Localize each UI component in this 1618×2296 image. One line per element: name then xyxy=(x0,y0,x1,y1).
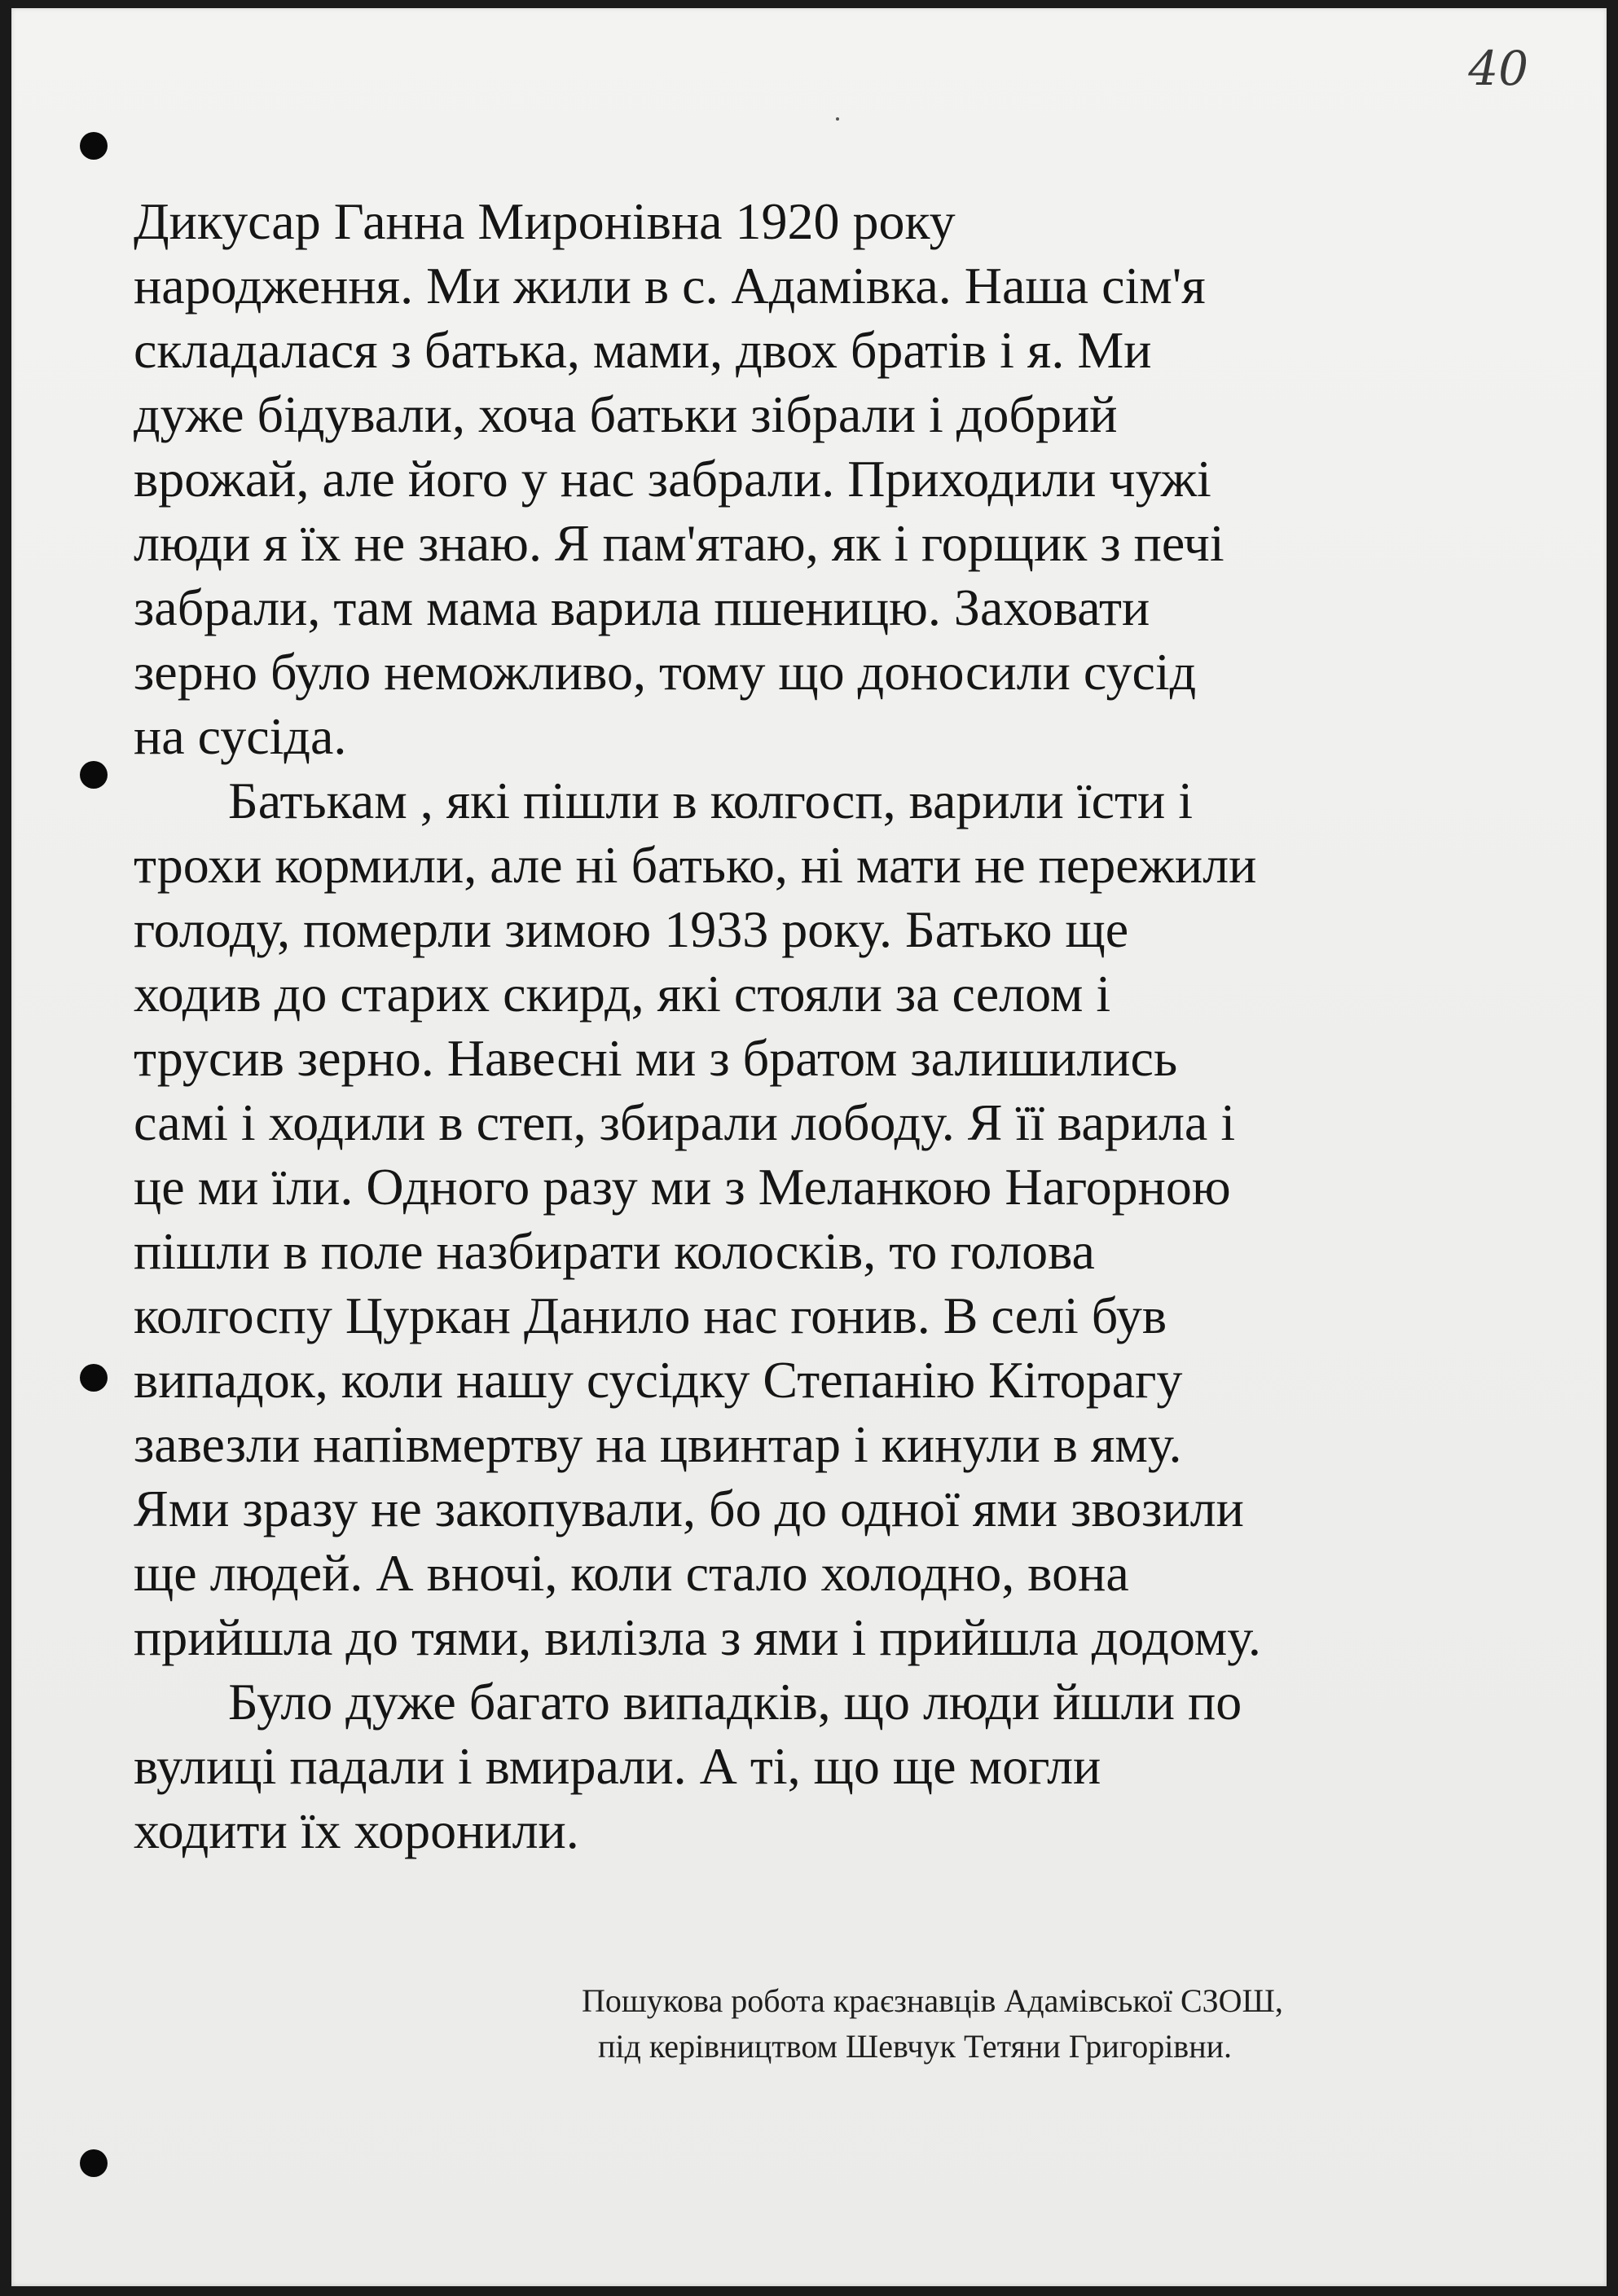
text-line: люди я їх не знаю. Я пам'ятаю, як і горщик з печі xyxy=(134,514,1224,572)
text-line: зерно було неможливо, тому що доносили сусід xyxy=(134,643,1197,701)
punch-hole xyxy=(80,1364,108,1392)
credit-line-2: під керівництвом Шевчук Тетяни Григорівни. xyxy=(598,2028,1233,2065)
text-line: врожай, але його у нас забрали. Приходили чужі xyxy=(134,450,1211,508)
document-page xyxy=(11,8,1607,2286)
text-line: самі і ходили в степ, збирали лободу. Я її варила і xyxy=(134,1093,1236,1151)
text-line: Дикусар Ганна Миронівна 1920 року xyxy=(134,192,956,250)
credit-note xyxy=(582,1978,1502,2069)
paper-speck xyxy=(836,117,839,121)
paragraph-3 xyxy=(134,1669,1453,1863)
text-line: дуже бідували, хоча батьки зібрали і добрий xyxy=(134,385,1118,443)
page-number: 40 xyxy=(1468,41,1528,96)
credit-line-1: Пошукова робота краєзнавців Адамівської СЗОШ, xyxy=(582,1982,1283,2019)
text-line: на сусіда. xyxy=(134,707,347,765)
punch-hole xyxy=(80,761,108,789)
text-line: вулиці падали і вмирали. А ті, що ще могли xyxy=(134,1737,1101,1795)
text-line: ходив до старих скирд, які стояли за селом і xyxy=(134,965,1111,1023)
testimony-text xyxy=(134,189,1453,1863)
text-line: ще людей. А вночі, коли стало холодно, вона xyxy=(134,1544,1129,1602)
text-line: пішли в поле назбирати колосків, то голова xyxy=(134,1222,1095,1280)
text-line: прийшла до тями, вилізла з ями і прийшла додому. xyxy=(134,1608,1261,1666)
text-line: Було дуже багато випадків, що люди йшли по xyxy=(228,1673,1242,1731)
paragraph-2 xyxy=(134,768,1453,1669)
text-line: це ми їли. Одного разу ми з Меланкою Нагорною xyxy=(134,1158,1231,1216)
text-line: голоду, померли зимою 1933 року. Батько ще xyxy=(134,900,1129,958)
text-line: Батькам , які пішли в колгосп, варили їсти і xyxy=(228,772,1193,829)
text-line: колгоспу Цуркан Данило нас гонив. В селі був xyxy=(134,1287,1167,1344)
text-line: складалася з батька, мами, двох братів і я. Ми xyxy=(134,321,1152,379)
text-line: ходити їх хоронили. xyxy=(134,1801,579,1859)
text-line: Ями зразу не закопували, бо до одної ями звозили xyxy=(134,1480,1244,1537)
text-line: завезли напівмертву на цвинтар і кинули в яму. xyxy=(134,1415,1182,1473)
punch-hole xyxy=(80,132,108,160)
punch-hole xyxy=(80,2149,108,2177)
text-line: трусив зерно. Навесні ми з братом залишились xyxy=(134,1029,1178,1087)
paragraph-1 xyxy=(134,189,1453,768)
text-line: народження. Ми жили в с. Адамівка. Наша сім'я xyxy=(134,257,1206,314)
text-line: забрали, там мама варила пшеницю. Заховати xyxy=(134,578,1150,636)
text-line: випадок, коли нашу сусідку Степанію Кіторагу xyxy=(134,1351,1183,1409)
text-line: трохи кормили, але ні батько, ні мати не пережили xyxy=(134,836,1257,894)
